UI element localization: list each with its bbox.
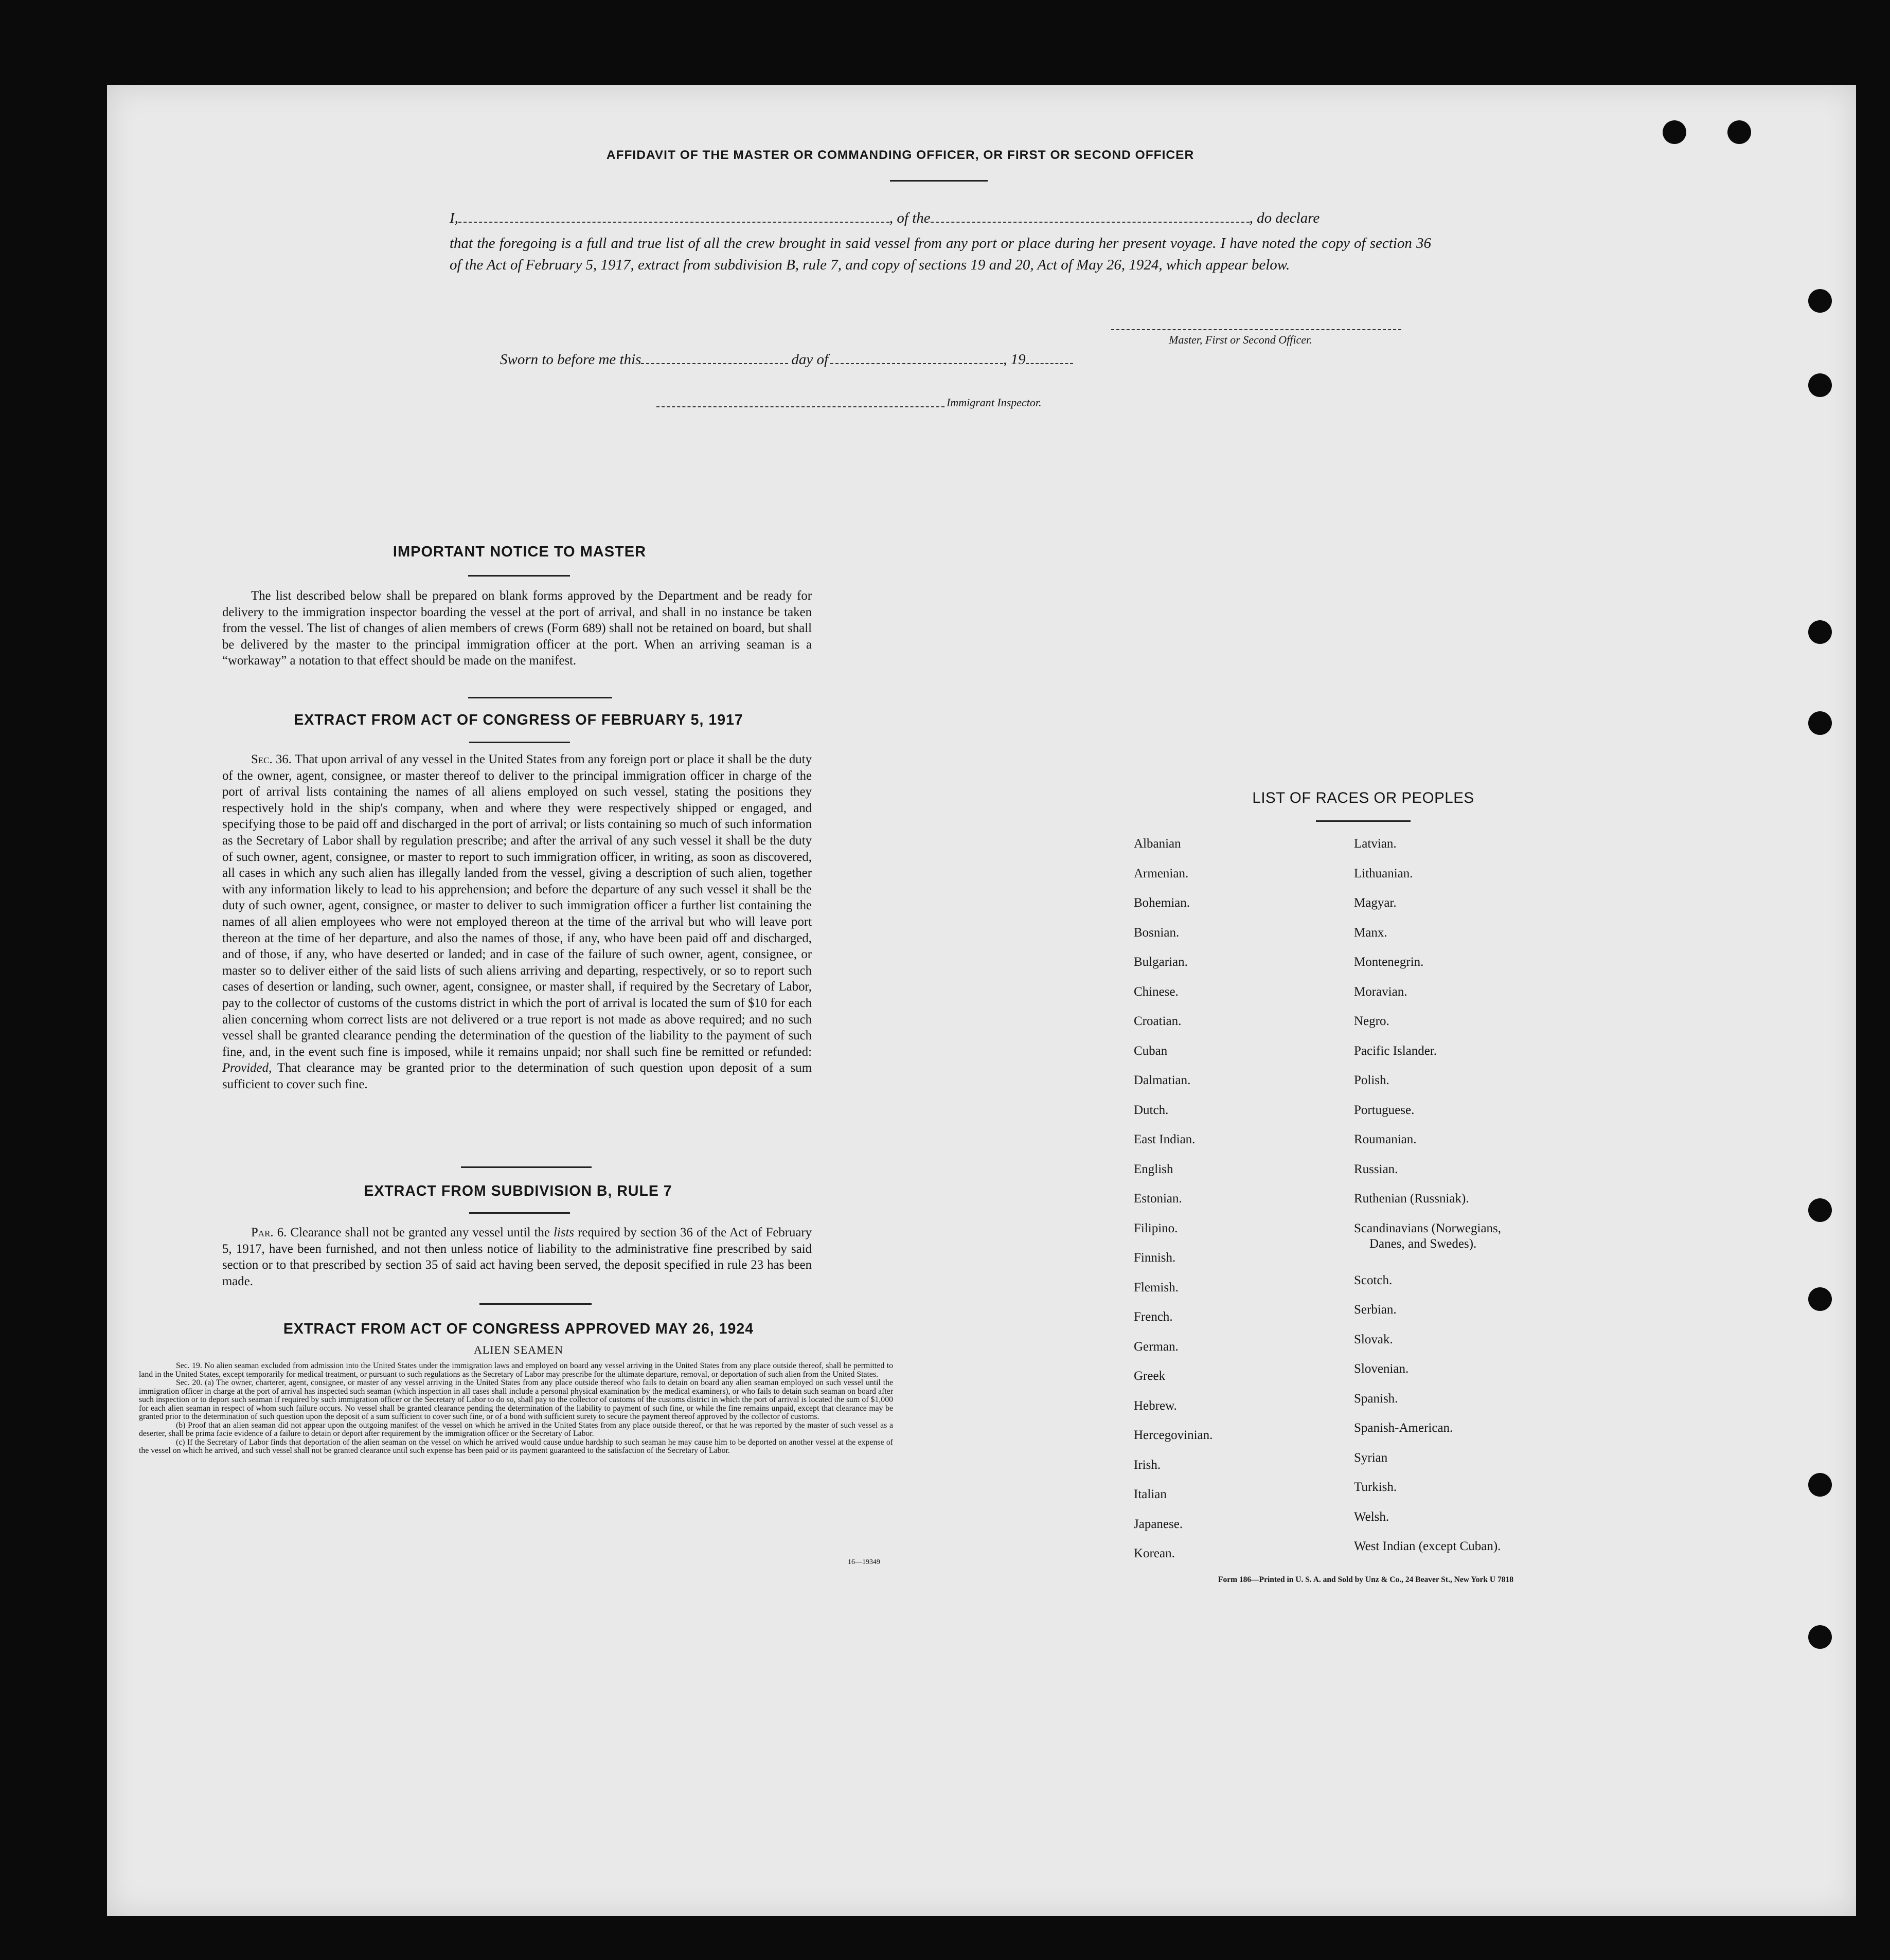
race-entry: Bulgarian. (1134, 955, 1188, 969)
race-entry: Italian (1134, 1487, 1167, 1501)
race-entry: Dutch. (1134, 1103, 1169, 1117)
race-entry: West Indian (except Cuban). (1354, 1539, 1501, 1553)
race-entry: Estonian. (1134, 1192, 1182, 1206)
declarant-prefix: I, (450, 210, 458, 226)
race-entry: Japanese. (1134, 1517, 1183, 1531)
race-entry: German. (1134, 1339, 1179, 1354)
race-entry: Welsh. (1354, 1509, 1389, 1524)
section-36-proviso: That clearance may be granted prior to the determination of such question upon deposit of a sum sufficient to cover such fine. (222, 1061, 812, 1091)
race-entry: Russian. (1354, 1162, 1398, 1176)
section-19-text: Sec. 19. No alien seaman excluded from admission into the United States under the immigration laws and employed on board any vessel arriving in the United States from any place outside thereof, shall be permitted to land in the United States, except temporarily for medical treatment, or pursuant to such regulations as the Secretary of Labor may prescribe for the ultimate departure, removal, or deportation of such alien from the United States. (139, 1361, 893, 1379)
day-of-label: day of (791, 351, 829, 368)
race-entry: Hercegovinian. (1134, 1428, 1213, 1442)
section-36-text: That upon arrival of any vessel in the United States from any foreign port or place it shall be the duty of the owner, agent, consignee, or master thereof to deliver to the principal immigration officer in charge of the port of arrival lists containing the names of all aliens employed on such vessel, stating the positions they respectively hold in the ship's company, when and where they were respectively shipped or engaged, and specifying those to be paid off and discharged in the port of arrival; or lists containing so much of such information as the Secretary of Labor shall by regulation prescribe; and after the arrival of any such vessel it shall be the duty of such owner, agent, consignee, or master to report to such immigration officer, in writing, as soon as discovered, all cases in which any such alien has illegally landed from the vessel, giving a description of such alien, together with any information likely to lead to his apprehension; and before the departure of any such vessel it shall be the duty of such owner, agent, consignee, or master to deliver to such immigration officer a further list containing the names of all alien employees who were not employed thereon at the time of the arrival but who will leave port thereon at the time of her departure, and also the names of those, if any, who have been paid off and discharged, and of those, if any, who have deserted or landed; and in case of the failure of such owner, agent, consignee, or master so to deliver either of the said lists of such aliens arriving and departing, respectively, or so to report such cases of desertion or landing, such owner, agent, consignee, or master shall, if required by the Secretary of Labor, pay to the collector of customs of the customs district in which the port of arrival is located the sum of $10 for each alien concerning whom correct lists are not delivered or a true report is not made as above required; and no such vessel shall be granted clearance pending the determination of the question of the liability to the payment of such fine, and, in the event such fine is imposed, while it remains unpaid; nor shall such fine be remitted or refunded: (222, 752, 812, 1059)
race-entry: Greek (1134, 1369, 1166, 1383)
race-entry: Montenegrin. (1354, 955, 1424, 969)
binder-hole (1808, 373, 1832, 397)
sworn-line (500, 351, 1073, 368)
race-entry: French. (1134, 1310, 1173, 1324)
master-signature-blank[interactable] (1111, 329, 1401, 330)
section-36-label: Sec. 36. (251, 752, 292, 766)
divider (468, 575, 570, 577)
sworn-day-blank[interactable] (641, 352, 788, 364)
do-declare-label: , do declare (1249, 210, 1320, 226)
race-entry: Armenian. (1134, 866, 1189, 880)
extract-1917-title: EXTRACT FROM ACT OF CONGRESS OF FEBRUARY 5, 1917 (294, 712, 743, 728)
declarant-name-blank[interactable] (458, 210, 889, 223)
race-entry: Albanian (1134, 837, 1181, 851)
race-entry: Magyar. (1354, 896, 1397, 910)
binder-hole (1808, 1473, 1832, 1497)
sworn-year-blank[interactable] (1026, 352, 1073, 364)
race-entry: Slovenian. (1354, 1362, 1409, 1376)
race-entry: Latvian. (1354, 837, 1397, 851)
divider (890, 180, 988, 182)
race-entry: Scandinavians (Norwegians, (1354, 1221, 1502, 1235)
race-entry: Portuguese. (1354, 1103, 1415, 1117)
provided-word: Provided, (222, 1061, 272, 1075)
race-entry: Cuban (1134, 1044, 1168, 1058)
divider (479, 1303, 592, 1305)
binder-hole (1663, 120, 1686, 144)
divider (469, 1212, 570, 1214)
race-entry: Hebrew. (1134, 1398, 1177, 1413)
race-entry: East Indian. (1134, 1132, 1196, 1146)
race-entry: Spanish. (1354, 1391, 1398, 1406)
affidavit-declaration-text: that the foregoing is a full and true list of all the crew brought in said vessel from any port or place during her present voyage. I have noted the copy of section 36 of the Act of February 5, 1917, extract from subdivision B, rule 7, and copy of sections 19 and 20, Act of May 26, 1924, which appear below. (450, 235, 1431, 273)
race-entry: Bohemian. (1134, 896, 1190, 910)
rule-7-body (222, 1225, 812, 1289)
year-prefix: , 19 (1003, 351, 1026, 368)
affidavit-title: AFFIDAVIT OF THE MASTER OR COMMANDING OFFICER, OR FIRST OR SECOND OFFICER (606, 148, 1194, 162)
binder-hole (1808, 1287, 1832, 1311)
binder-hole (1808, 1198, 1832, 1222)
notice-title: IMPORTANT NOTICE TO MASTER (393, 544, 647, 560)
affidavit-declaration-line (450, 210, 1431, 227)
inspector-label: Immigrant Inspector. (947, 396, 1042, 409)
section-20a-text: Sec. 20. (a) The owner, charterer, agent, consignee, or master of any vessel arriving in the United States from any place outside thereof who fails to detain on board any alien seaman employed on such vessel until the immigration officer in charge at the port of arrival has inspected such seaman (which inspection in all cases shall include a personal physical examination by the medical examiners), or who fails to detain such seaman on board after such inspection or to deport such seaman if required by such immigration officer or the Secretary of Labor to do so, shall pay to the collector of customs of the customs district in which the port of arrival is located the sum of $1,000 for each alien seaman in respect of whom such failure occurs. No vessel shall be granted clearance pending the determination of the liability to payment of such fine, or while the fine remains unpaid, except that clearance may be granted prior to the determination of such question upon the deposit of a sum sufficient to cover such fine, or of a bond with sufficient surety to secure the payment thereof approved by the collector of customs. (139, 1378, 893, 1421)
extract-1924-body (139, 1362, 893, 1455)
master-signature-label: Master, First or Second Officer. (1169, 333, 1312, 346)
divider (1316, 820, 1411, 822)
races-left-column (1134, 836, 1329, 1576)
lists-word: lists (554, 1226, 575, 1239)
race-entry: Roumanian. (1354, 1132, 1417, 1146)
binder-hole (1808, 620, 1832, 644)
alien-seamen-subtitle: ALIEN SEAMEN (474, 1343, 563, 1356)
race-entry: Manx. (1354, 925, 1387, 940)
form-imprint: Form 186—Printed in U. S. A. and Sold by Unz & Co., 24 Beaver St., New York U 7818 (1218, 1575, 1513, 1584)
sworn-prefix: Sworn to before me this (500, 351, 641, 368)
race-entry: Irish. (1134, 1458, 1161, 1472)
divider (469, 742, 570, 743)
race-entry: Pacific Islander. (1354, 1044, 1437, 1058)
race-entry: Syrian (1354, 1450, 1388, 1465)
section-20b-text: (b) Proof that an alien seaman did not appear upon the outgoing manifest of the vessel on which he arrived in the United States from any place outside thereof, or that he was reported by the master of such vessel as a deserter, shall be prima facie evidence of a failure to detain or deport after requirement by the immigration officer or the Secretary of Labor. (139, 1420, 893, 1438)
race-entry: Spanish-American. (1354, 1421, 1453, 1435)
race-entry: Bosnian. (1134, 925, 1180, 940)
race-entry: Chinese. (1134, 984, 1179, 999)
binder-hole (1808, 711, 1832, 735)
race-entry: Serbian. (1354, 1303, 1397, 1317)
binder-hole (1808, 289, 1832, 313)
extract-1917-body (222, 751, 812, 1092)
race-entry: Slovak. (1354, 1332, 1393, 1346)
paragraph-6-text-cont: required by section 36 of the Act of February 5, 1917, have been furnished, and not then unless notice of liability to the administrative fine prescribed by said section or to that prescribed by section 35 of said act having been served, the deposit specified in rule 23 has been made. (222, 1226, 812, 1288)
of-the-label: , of the (889, 210, 931, 226)
race-entry: Lithuanian. (1354, 866, 1413, 880)
races-right-column (1354, 836, 1570, 1569)
race-entry: Croatian. (1134, 1014, 1182, 1028)
races-title: LIST OF RACES OR PEOPLES (1252, 789, 1474, 806)
race-entry: Scotch. (1354, 1273, 1393, 1287)
binder-hole (1808, 1625, 1832, 1649)
paragraph-6-label: Par. 6. (251, 1226, 287, 1239)
race-entry: Dalmatian. (1134, 1073, 1191, 1087)
print-code: 16—19349 (848, 1558, 880, 1566)
race-entry: Ruthenian (Russniak). (1354, 1192, 1469, 1206)
vessel-name-blank[interactable] (931, 210, 1250, 223)
divider (468, 697, 612, 698)
race-entry: Moravian. (1354, 984, 1407, 999)
race-entry: Negro. (1354, 1014, 1389, 1028)
binder-hole (1727, 120, 1751, 144)
race-entry: Polish. (1354, 1073, 1389, 1087)
sworn-month-blank[interactable] (830, 352, 1003, 364)
race-entry: Finnish. (1134, 1251, 1176, 1265)
race-entry: English (1134, 1162, 1173, 1176)
extract-1924-title: EXTRACT FROM ACT OF CONGRESS APPROVED MAY 26, 1924 (283, 1321, 754, 1337)
section-20c-text: (c) If the Secretary of Labor finds that deportation of the alien seaman on the vessel on which he arrived would cause undue hardship to such seaman he may cause him to be deported on another vessel at the expense of the vessel on which he arrived, and such vessel shall not be granted clearance until such expense has been paid or its payment guaranteed to the satisfaction of the Secretary of Labor. (139, 1437, 893, 1455)
race-entry: Flemish. (1134, 1280, 1179, 1294)
race-entry: Danes, and Swedes). (1369, 1236, 1477, 1251)
race-entry: Filipino. (1134, 1221, 1178, 1235)
divider (461, 1166, 592, 1168)
rule-7-title: EXTRACT FROM SUBDIVISION B, RULE 7 (364, 1183, 672, 1199)
inspector-signature-blank[interactable] (656, 406, 944, 407)
race-entry: Korean. (1134, 1547, 1175, 1560)
paragraph-6-text: Clearance shall not be granted any vessel until the (290, 1226, 550, 1239)
notice-body: The list described below shall be prepared on blank forms approved by the Department and be ready for delivery to the immigration inspector boarding the vessel at the port of arrival, and shall in no instance be taken from the vessel. The list of changes of alien members of crews (Form 689) shall not be retained on board, but shall be delivered by the master to the principal immigration officer at the port. When an arriving seaman is a “workaway” a notation to that effect should be made on the manifest. (222, 589, 812, 668)
race-entry: Turkish. (1354, 1480, 1397, 1494)
